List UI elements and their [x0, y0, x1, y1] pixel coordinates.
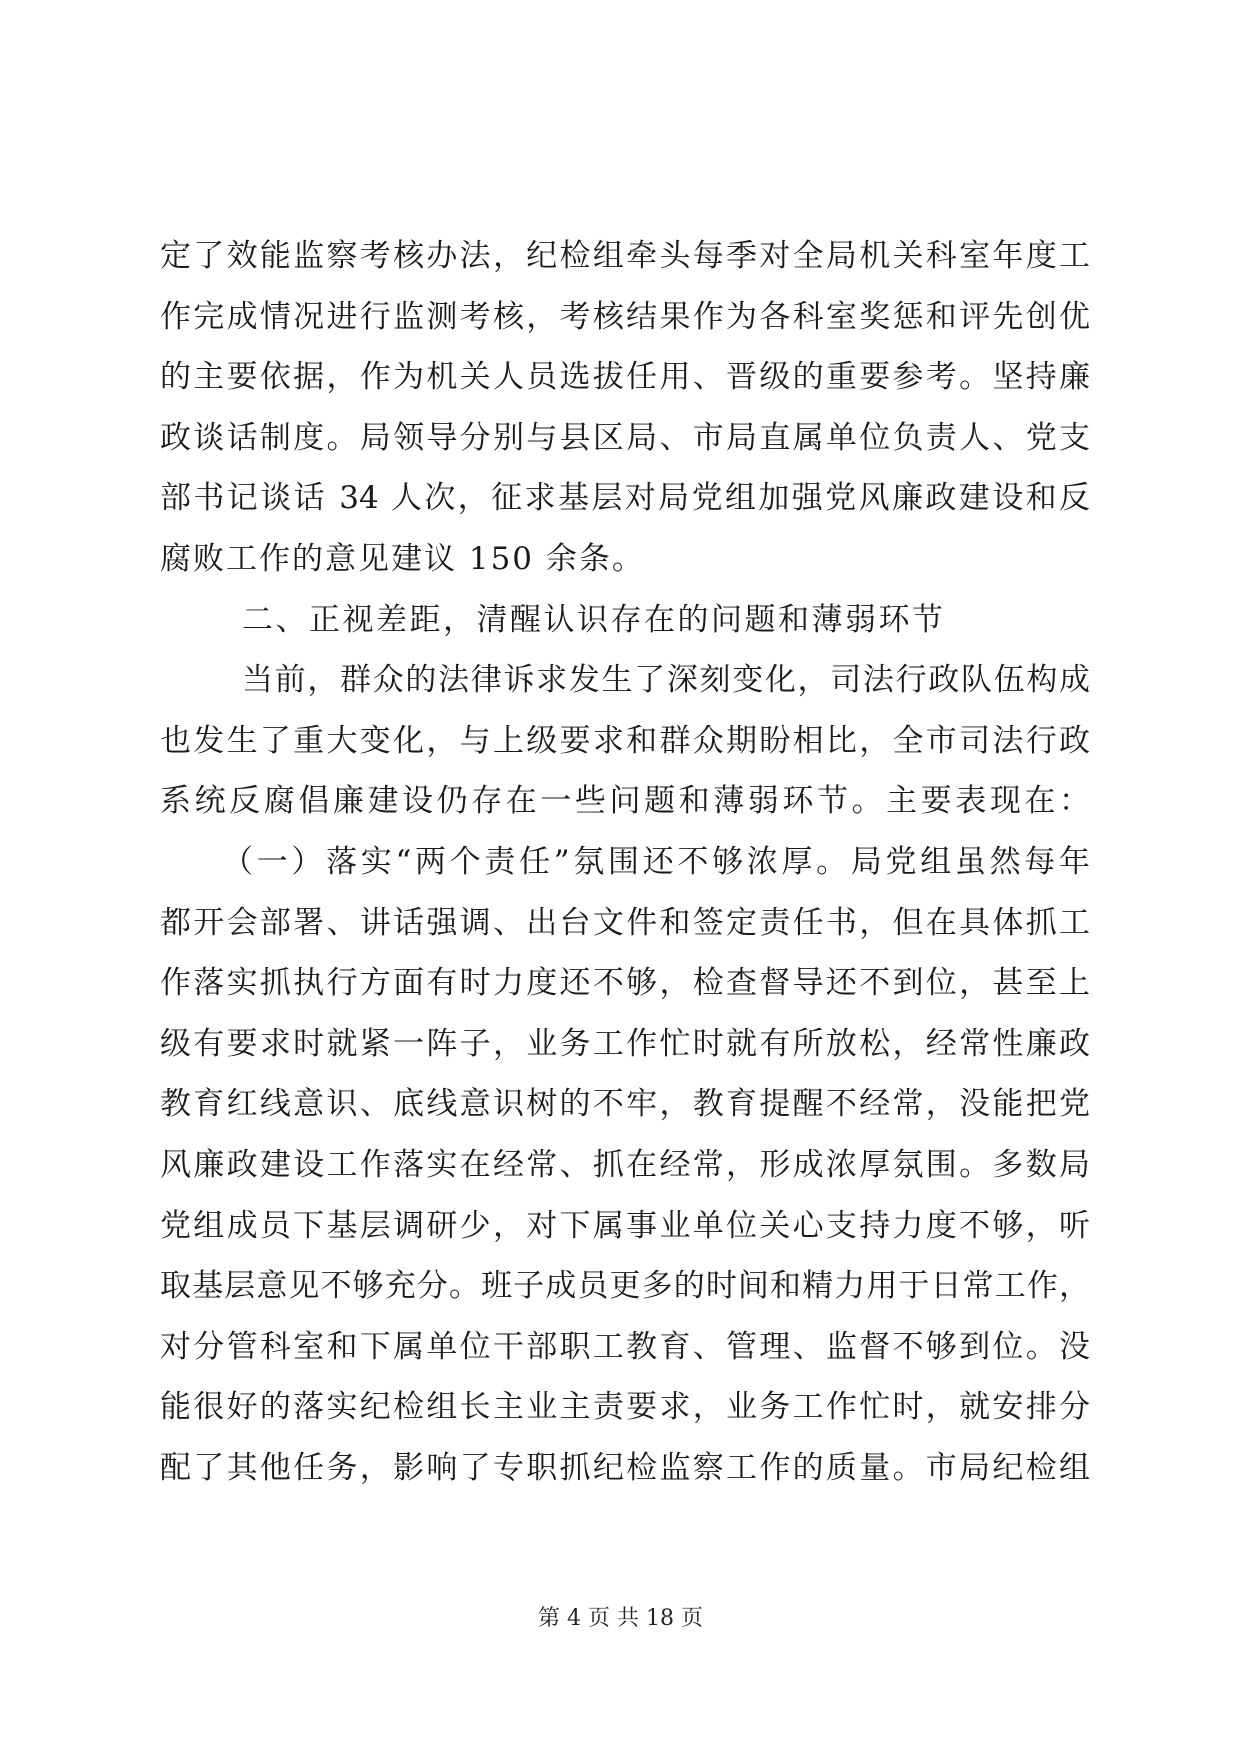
text-line: 定了效能监察考核办法，纪检组牵头每季对全局机关科室年度工	[160, 238, 1090, 274]
text-line: 部书记谈话 34 人次，征求基层对局党组加强党风廉政建设和反	[160, 480, 1090, 517]
text-line: 作完成情况进行监测考核，考核结果作为各科室奖惩和评先创优	[160, 298, 1090, 335]
text-line: 配了其他任务，影响了专职抓纪检监察工作的质量。市局纪检组	[160, 1449, 1090, 1486]
text-line: 政谈话制度。局领导分别与县区局、市局直属单位负责人、党支	[160, 419, 1090, 456]
text-line: 党组成员下基层调研少，对下属事业单位关心支持力度不够，听	[160, 1207, 1090, 1244]
text-line: 取基层意见不够充分。班子成员更多的时间和精力用于日常工作，	[160, 1268, 1090, 1305]
text-line: 系统反腐倡廉建设仍存在一些问题和薄弱环节。主要表现在：	[160, 783, 1090, 820]
text-line: 都开会部署、讲话强调、出台文件和签定责任书，但在具体抓工	[160, 904, 1090, 941]
body-text	[160, 226, 1090, 1498]
text-line: 的主要依据，作为机关人员选拔任用、晋级的重要参考。坚持廉	[160, 359, 1090, 396]
page-number-footer: 第 4 页 共 18 页	[538, 1606, 703, 1631]
text-line: 教育红线意识、底线意识树的不牢，教育提醒不经常，没能把党	[160, 1086, 1090, 1123]
section-heading: 二、正视差距，清醒认识存在的问题和薄弱环节	[242, 601, 946, 638]
text-line: 作落实抓执行方面有时力度还不够，检查督导还不到位，甚至上	[160, 965, 1090, 1002]
text-line: 对分管科室和下属单位干部职工教育、管理、监督不够到位。没	[160, 1328, 1090, 1365]
text-line: 当前，群众的法律诉求发生了深刻变化，司法行政队伍构成	[242, 662, 1090, 699]
text-line: 腐败工作的意见建议 150 余条。	[160, 540, 645, 577]
text-line: 风廉政建设工作落实在经常、抓在经常，形成浓厚氛围。多数局	[160, 1146, 1090, 1183]
text-line: 也发生了重大变化，与上级要求和群众期盼相比，全市司法行政	[160, 722, 1090, 759]
text-line: 能很好的落实纪检组长主业主责要求，业务工作忙时，就安排分	[160, 1389, 1090, 1426]
text-line: 级有要求时就紧一阵子，业务工作忙时就有所放松，经常性廉政	[160, 1025, 1090, 1062]
text-line: （一）落实“两个责任”氛围还不够浓厚。局党组虽然每年	[222, 843, 1090, 880]
